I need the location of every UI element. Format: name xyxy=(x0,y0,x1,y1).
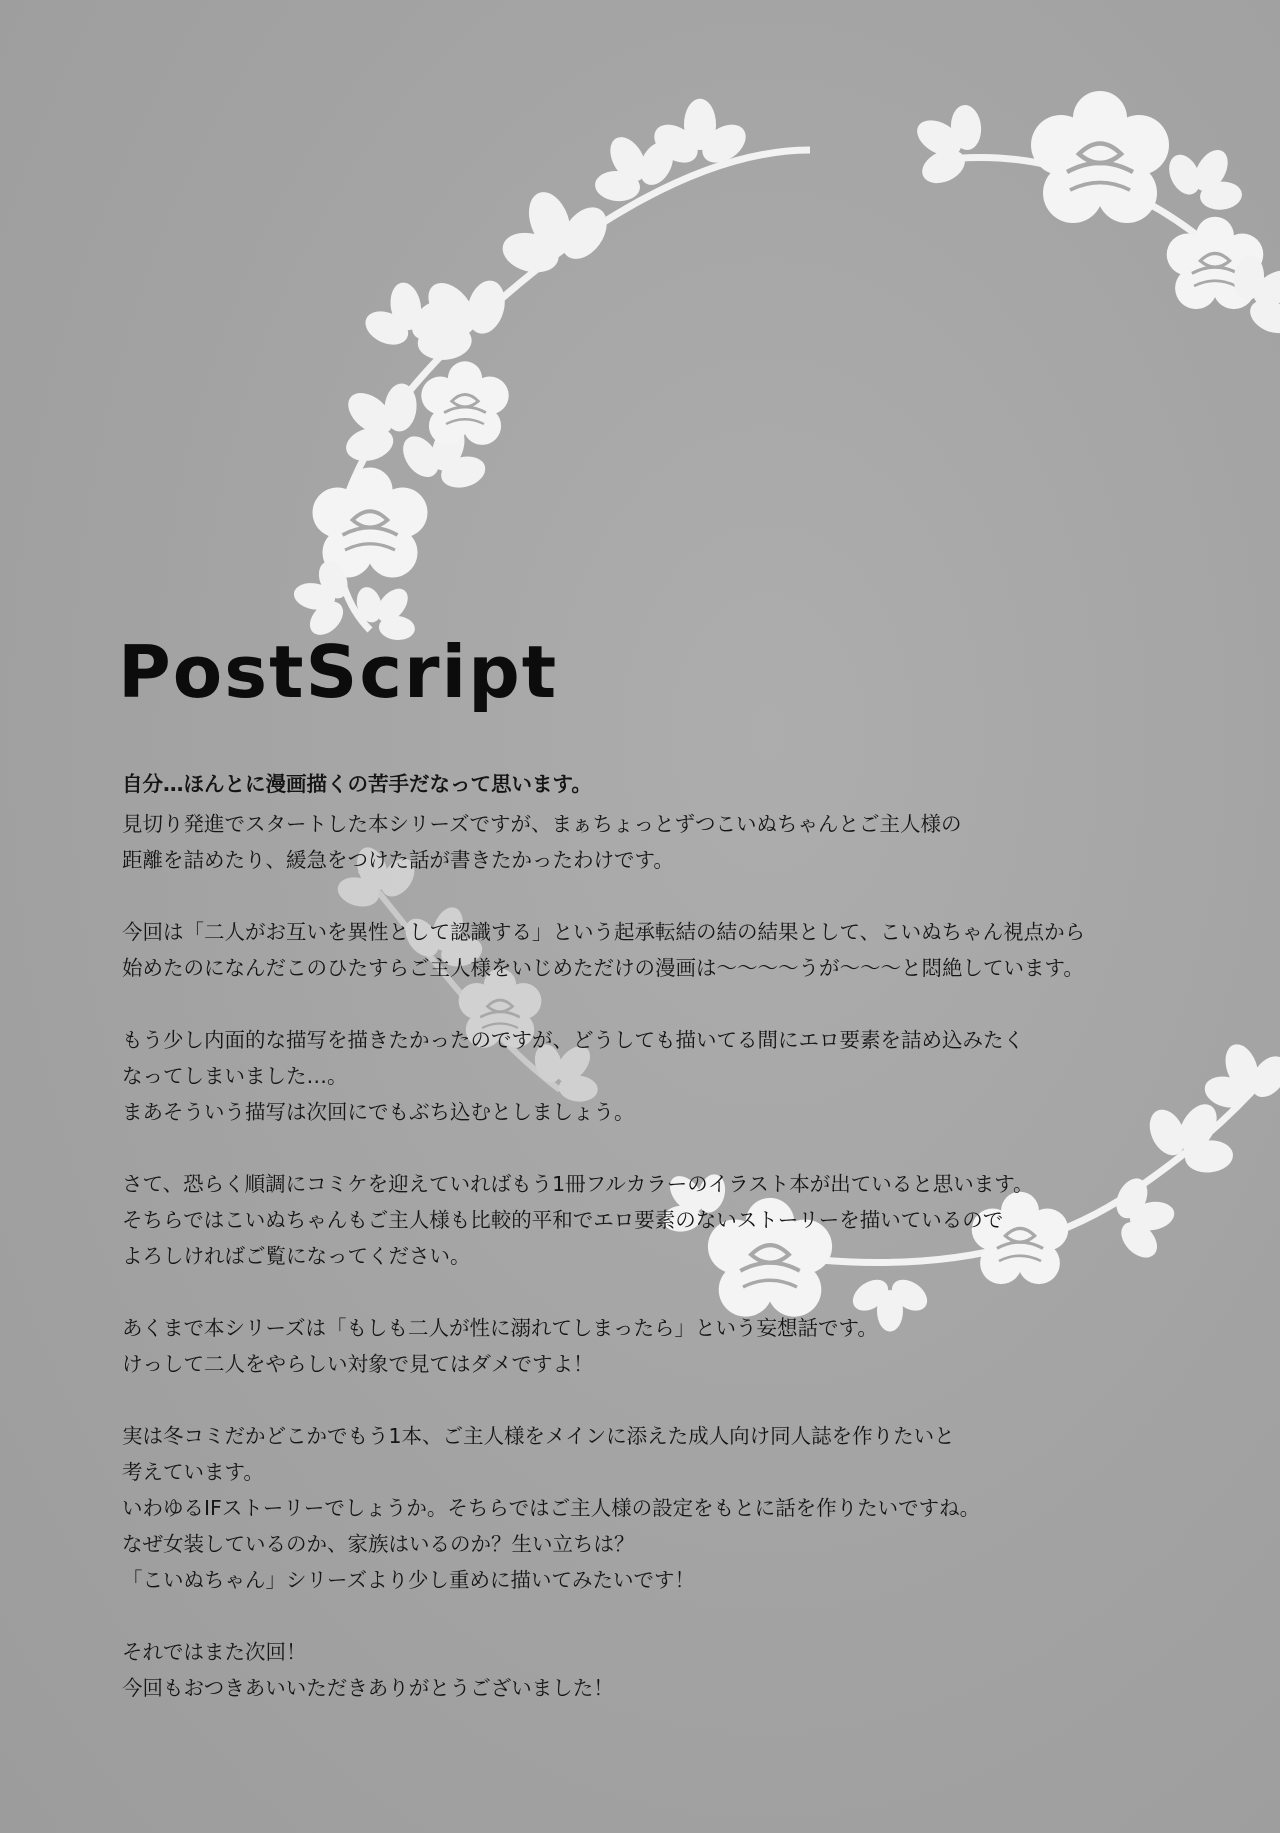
text-line: よろしければご覧になってください。 xyxy=(122,1244,471,1268)
paragraph xyxy=(122,1310,1242,1382)
text-line: けっして二人をやらしい対象で見てはダメですよ！ xyxy=(122,1352,594,1376)
paragraph xyxy=(122,1634,1242,1706)
paragraph xyxy=(122,806,1242,878)
text-line: あくまで本シリーズは「もしも二人が性に溺れてしまったら」という妄想話です。 xyxy=(122,1316,878,1340)
paragraph xyxy=(122,1166,1242,1274)
text-line: いわゆるIFストーリーでしょうか。そちらではご主人様の設定をもとに話を作りたいですね。 xyxy=(122,1496,981,1520)
page-title: PostScript xyxy=(118,630,559,714)
paragraph xyxy=(122,914,1242,986)
text-line: 「こいぬちゃん」シリーズより少し重めに描いてみたいです！ xyxy=(122,1568,695,1592)
lead-sentence: 自分…ほんとに漫画描くの苦手だなって思います。 xyxy=(122,772,592,796)
text-line: それではまた次回！ xyxy=(122,1640,307,1664)
text-line: 実は冬コミだかどこかでもう1本、ご主人様をメインに添えた成人向け同人誌を作りたいと xyxy=(122,1424,955,1448)
postscript-body xyxy=(122,766,1242,1742)
text-line: 始めたのになんだこのひたすらご主人様をいじめただけの漫画は〜〜〜〜うが〜〜〜と悶絶しています。 xyxy=(122,956,1084,980)
text-line: そちらではこいぬちゃんもご主人様も比較的平和でエロ要素のないストーリーを描いているので xyxy=(122,1208,1004,1232)
text-line: もう少し内面的な描写を描きたかったのですが、どうしても描いてる間にエロ要素を詰め込みたく xyxy=(122,1028,1024,1052)
text-line: 見切り発進でスタートした本シリーズですが、まぁちょっとずつこいぬちゃんとご主人様の xyxy=(122,812,962,836)
text-line: 今回もおつきあいいただきありがとうございました！ xyxy=(122,1676,614,1700)
text-line: なってしまいました…。 xyxy=(122,1064,348,1088)
text-line: 考えています。 xyxy=(122,1460,264,1484)
paragraph xyxy=(122,1022,1242,1130)
text-line: さて、恐らく順調にコミケを迎えていればもう1冊フルカラーのイラスト本が出ていると思います。 xyxy=(122,1172,1034,1196)
text-line: まあそういう描写は次回にでもぶち込むとしましょう。 xyxy=(122,1100,635,1124)
paragraph xyxy=(122,1418,1242,1598)
text-line: なぜ女装しているのか、家族はいるのか？生い立ちは？ xyxy=(122,1532,635,1556)
text-line: 今回は「二人がお互いを異性として認識する」という起承転結の結の結果として、こいぬちゃん視点から xyxy=(122,920,1086,944)
text-line: 距離を詰めたり、緩急をつけた話が書きたかったわけです。 xyxy=(122,848,674,872)
